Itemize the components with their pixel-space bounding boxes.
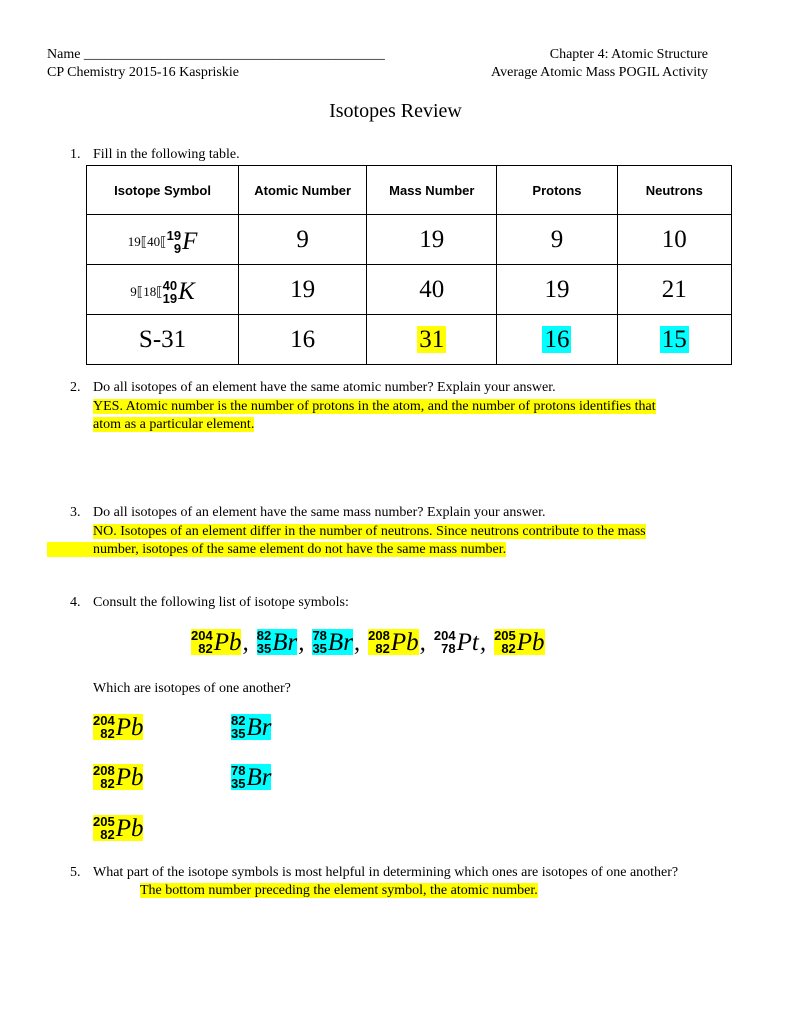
separator: ,: [242, 628, 249, 656]
answer-pb-208: [93, 764, 143, 790]
table-cell[interactable]: 9: [239, 215, 367, 265]
table-row: [87, 215, 732, 265]
mass-number: 205: [93, 814, 115, 829]
atomic-number: 82: [501, 641, 516, 656]
atomic-number: 19: [162, 290, 178, 306]
atomic-number: 35: [312, 641, 327, 656]
q3-text: Do all isotopes of an element have the same mass number? Explain your answer.: [93, 505, 546, 520]
isotope-symbol-cell[interactable]: [87, 265, 239, 315]
mass-number: 19: [166, 227, 182, 243]
chapter-label: Chapter 4: Atomic Structure: [549, 47, 708, 62]
answer-pb-204: [93, 714, 143, 740]
element-symbol: Pb: [115, 763, 144, 791]
course-label: CP Chemistry 2015-16 Kaspriskie: [47, 65, 239, 80]
mass-number: 82: [231, 713, 246, 728]
table-cell[interactable]: 19: [367, 215, 497, 265]
element-symbol: Br: [246, 713, 272, 741]
atomic-number: 82: [375, 641, 390, 656]
col-header: Atomic Number: [239, 166, 367, 215]
table-cell[interactable]: [617, 315, 731, 365]
answer-br-82: [231, 714, 271, 740]
table-cell[interactable]: [497, 315, 617, 365]
q2-text: Do all isotopes of an element have the same atomic number? Explain your answer.: [93, 380, 556, 395]
isotope-pt-204: [434, 629, 479, 655]
q1-text: Fill in the following table.: [93, 147, 240, 162]
table-cell[interactable]: 40: [367, 265, 497, 315]
table-cell[interactable]: 19: [239, 265, 367, 315]
answer-line: YES. Atomic number is the number of protons in the atom, and the number of protons identifies that: [93, 399, 656, 414]
isotope-br-82: [257, 629, 297, 655]
isotope-symbol-cell[interactable]: [87, 215, 239, 265]
answer-pb-205: [93, 815, 143, 841]
answer-line: atom as a particular element.: [93, 417, 255, 432]
mass-number: 78: [312, 628, 327, 643]
q4-subquestion: Which are isotopes of one another?: [93, 681, 291, 696]
isotope-pb-205: [494, 629, 544, 655]
q5-text: What part of the isotope symbols is most helpful in determining which ones are isotopes of one another?: [93, 865, 679, 880]
isotope-pb-204: [191, 629, 241, 655]
atomic-number: 35: [256, 641, 272, 656]
highlighted-value: 16: [544, 325, 570, 353]
element-symbol: Pb: [516, 628, 545, 656]
activity-label: Average Atomic Mass POGIL Activity: [491, 65, 708, 80]
separator: ,: [479, 628, 487, 656]
table-cell[interactable]: 9: [497, 215, 617, 265]
col-header: Neutrons: [617, 166, 731, 215]
mass-number: 205: [494, 628, 516, 643]
q5-number: 5.: [70, 865, 81, 880]
element-symbol: K: [178, 278, 195, 305]
isotope-table: [86, 165, 732, 365]
isotope-symbol-cell[interactable]: S-31: [87, 315, 239, 365]
answer-br-78: [231, 764, 271, 790]
table-cell[interactable]: 16: [239, 315, 367, 365]
mass-number: 82: [256, 628, 272, 643]
q5-answer: [140, 883, 538, 899]
atomic-number: 82: [100, 827, 115, 842]
table-row: [87, 315, 732, 365]
mass-number: 204: [433, 628, 456, 643]
q2-answer: [93, 398, 656, 434]
q1-number: 1.: [70, 147, 81, 162]
answer-line: The bottom number preceding the element symbol, the atomic number.: [140, 883, 538, 898]
isotope-pb-208: [368, 629, 418, 655]
mass-number: 204: [191, 628, 213, 643]
element-symbol: F: [182, 228, 198, 255]
separator: ,: [419, 628, 426, 656]
separator: ,: [298, 628, 305, 656]
col-header: Mass Number: [367, 166, 497, 215]
table-cell[interactable]: 19: [497, 265, 617, 315]
table-header-row: [87, 166, 732, 215]
col-header: Protons: [497, 166, 617, 215]
answer-line: number, isotopes of the same element do not have the same mass number.: [47, 542, 506, 557]
mass-number: 40: [162, 277, 178, 293]
mass-number: 204: [93, 713, 115, 728]
name-line: Name ___________________________________________: [47, 47, 385, 62]
element-symbol: Br: [272, 628, 298, 656]
highlighted-value: 31: [419, 325, 445, 353]
atomic-number: 82: [100, 726, 115, 741]
element-symbol: Pb: [115, 814, 144, 842]
element-symbol: Pt: [456, 628, 479, 656]
symbol-prefix: 19⟦40⟦: [127, 233, 167, 249]
q3-answer: [93, 523, 646, 559]
isotope-symbol-list: [191, 629, 545, 655]
col-header: Isotope Symbol: [87, 166, 239, 215]
mass-number: 208: [93, 763, 115, 778]
q4-number: 4.: [70, 595, 81, 610]
table-row: [87, 265, 732, 315]
table-cell[interactable]: 21: [617, 265, 731, 315]
q2-number: 2.: [70, 380, 81, 395]
element-symbol: Pb: [115, 713, 144, 741]
atomic-number: 78: [441, 641, 456, 656]
atomic-number: 82: [100, 776, 115, 791]
table-cell[interactable]: [367, 315, 497, 365]
atomic-number: 9: [173, 240, 182, 256]
page-title: Isotopes Review: [329, 100, 462, 122]
highlighted-value: 15: [661, 325, 687, 353]
q4-text: Consult the following list of isotope symbols:: [93, 595, 349, 610]
element-symbol: Pb: [390, 628, 419, 656]
mass-number: 208: [368, 628, 390, 643]
atomic-number: 82: [198, 641, 213, 656]
mass-number: 78: [231, 763, 246, 778]
symbol-prefix: 9⟦18⟦: [130, 283, 163, 299]
answer-line: NO. Isotopes of an element differ in the number of neutrons. Since neutrons contribute to the mass: [93, 524, 646, 539]
table-cell[interactable]: 10: [617, 215, 731, 265]
isotope-br-78: [312, 629, 352, 655]
element-symbol: Br: [246, 763, 272, 791]
element-symbol: Br: [327, 628, 353, 656]
separator: ,: [353, 628, 361, 656]
atomic-number: 35: [231, 776, 246, 791]
q3-number: 3.: [70, 505, 81, 520]
element-symbol: Pb: [213, 628, 242, 656]
atomic-number: 35: [231, 726, 246, 741]
